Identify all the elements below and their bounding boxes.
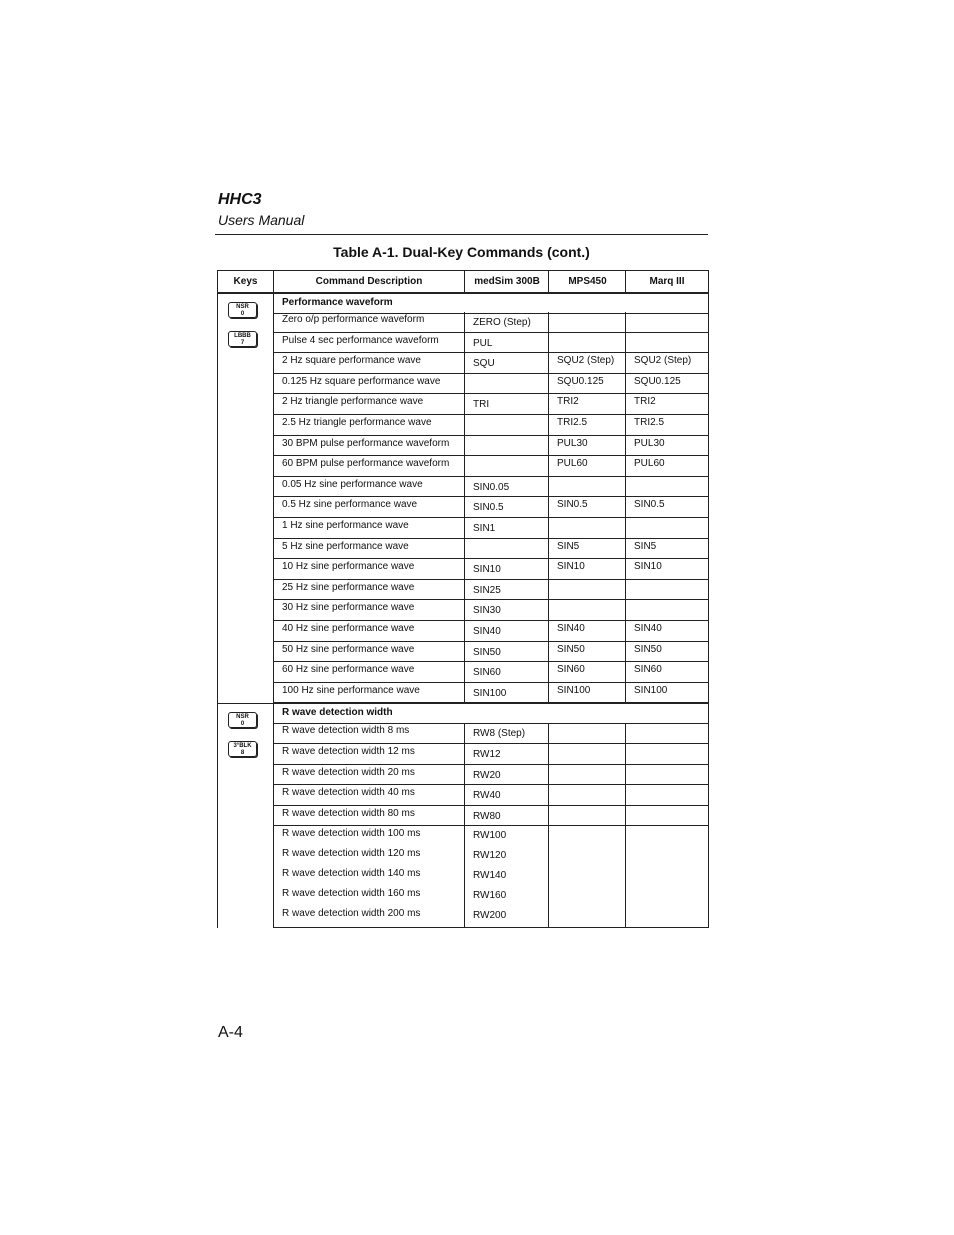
mps450-command (548, 333, 625, 353)
marq-command: SIN5 (625, 539, 708, 559)
medsim-command-text: RW20 (473, 769, 501, 781)
mps450-command (548, 723, 625, 743)
mps450-command: SIN10 (548, 559, 625, 579)
table-row (273, 477, 709, 498)
table-row (273, 662, 709, 683)
table-row (273, 642, 709, 663)
medsim-command (464, 518, 548, 538)
marq-command (625, 765, 708, 785)
marq-command (625, 477, 708, 497)
mps450-command (548, 785, 625, 805)
medsim-command (464, 497, 548, 517)
marq-command (625, 600, 708, 620)
marq-command (625, 723, 708, 743)
mps450-command: SIN60 (548, 662, 625, 682)
medsim-command (464, 580, 548, 600)
marq-command: SIN10 (625, 559, 708, 579)
marq-command: SIN40 (625, 621, 708, 641)
col-header-marq: Marq III (649, 276, 685, 287)
medsim-command-text: RW100 (473, 830, 507, 842)
page-number: A-4 (218, 1024, 243, 1041)
mps450-command: SIN100 (548, 683, 625, 703)
table-row (273, 394, 709, 415)
col-header-medsim: medSim 300B (474, 276, 540, 287)
medsim-command-text: TRI (473, 399, 490, 411)
medsim-command (464, 806, 548, 826)
keys-cell (217, 703, 273, 928)
medsim-command (464, 744, 548, 764)
mps450-command (548, 806, 625, 826)
header-rule (215, 234, 708, 235)
marq-command (625, 580, 708, 600)
key-bottom-label: 0 (240, 721, 245, 728)
mps450-command: TRI2 (548, 394, 625, 414)
table-row (273, 497, 709, 518)
command-description: 40 Hz sine performance wave (282, 623, 415, 634)
mps450-command: SIN50 (548, 642, 625, 662)
table-row (273, 600, 709, 621)
medsim-command-text: SIN0.5 (473, 502, 504, 514)
medsim-command-text: RW140 (473, 870, 507, 882)
mps450-command: SIN40 (548, 621, 625, 641)
medsim-command (464, 765, 548, 785)
medsim-command (464, 477, 548, 497)
marq-command: SIN100 (625, 683, 708, 703)
medsim-command-text: RW12 (473, 748, 501, 760)
key-bottom-label: 8 (240, 750, 245, 757)
medsim-command-text: SIN25 (473, 584, 501, 596)
medsim-command-text: PUL (473, 337, 493, 349)
medsim-command-text: RW8 (Step) (473, 728, 526, 740)
mps450-command: SQU2 (Step) (548, 353, 625, 373)
medsim-command (464, 312, 548, 332)
table-row (273, 436, 709, 457)
command-description: 1 Hz sine performance wave (282, 520, 409, 531)
medsim-command-text: SIN1 (473, 523, 496, 534)
marq-command: SQU0.125 (625, 374, 708, 394)
key-bottom-label: 0 (240, 311, 245, 317)
manual-subtitle: Users Manual (218, 212, 305, 228)
command-description-group (274, 826, 464, 927)
medsim-command-text: SIN10 (473, 564, 501, 576)
medsim-command-text: SIN40 (473, 626, 501, 637)
command-description: 2.5 Hz triangle performance wave (282, 417, 432, 428)
manual-title: HHC3 (218, 191, 262, 208)
command-description: 60 BPM pulse performance waveform (282, 458, 450, 470)
category-label: R wave detection width (282, 707, 393, 719)
mps450-command: PUL60 (548, 456, 625, 476)
medsim-command (464, 353, 548, 373)
table-row (273, 353, 709, 374)
command-description: 30 Hz sine performance wave (282, 602, 415, 614)
medsim-command (464, 559, 548, 579)
table-row (273, 683, 709, 704)
medsim-command-text: RW160 (473, 890, 507, 902)
command-description: 30 BPM pulse performance waveform (282, 437, 450, 449)
command-description: 100 Hz sine performance wave (282, 684, 420, 696)
marq-command (625, 333, 708, 353)
medsim-command-text: RW200 (473, 910, 507, 922)
command-description: 10 Hz sine performance wave (282, 561, 415, 573)
table-row (273, 806, 709, 827)
mps450-command: SIN0.5 (548, 497, 625, 517)
medsim-command-text: RW80 (473, 810, 501, 822)
grouped-row (273, 826, 709, 928)
table-row (273, 723, 709, 744)
command-description: R wave detection width 140 ms (282, 868, 421, 880)
medsim-command-text: ZERO (Step) (473, 317, 531, 328)
medsim-command (464, 621, 548, 641)
col-header-mps450: MPS450 (568, 276, 607, 287)
medsim-command-text: SIN60 (473, 667, 501, 679)
table-row (273, 333, 709, 354)
mps450-command: PUL30 (548, 436, 625, 456)
key-button-nsr (228, 712, 257, 728)
category-row (273, 703, 709, 724)
marq-command: SIN0.5 (625, 497, 708, 517)
command-description: 0.5 Hz sine performance wave (282, 499, 418, 511)
key-top-label: LBBB (234, 333, 251, 339)
mps450-command: TRI2.5 (548, 415, 625, 435)
table-row (273, 785, 709, 806)
table-row (273, 559, 709, 580)
medsim-command (464, 436, 548, 456)
category-row (273, 292, 709, 314)
command-description: R wave detection width 12 ms (282, 745, 415, 757)
medsim-command-group (464, 826, 548, 927)
table-row (273, 518, 709, 539)
medsim-command-text: SIN100 (473, 687, 507, 699)
medsim-command-text: RW120 (473, 850, 507, 862)
command-description: 60 Hz sine performance wave (282, 664, 415, 676)
command-description: 2 Hz triangle performance wave (282, 396, 424, 408)
key-button-nsr (228, 302, 257, 318)
medsim-command (464, 785, 548, 805)
key-bottom-label: 7 (240, 340, 245, 346)
key-top-label: NSR (236, 714, 249, 721)
category-label: Performance waveform (282, 297, 393, 308)
medsim-command (464, 394, 548, 414)
command-description: R wave detection width 100 ms (282, 828, 421, 840)
command-description: 25 Hz sine performance wave (282, 581, 415, 593)
command-description: R wave detection width 20 ms (282, 766, 415, 778)
command-description: 2 Hz square performance wave (282, 355, 421, 367)
medsim-command (464, 374, 548, 394)
mps450-command: SIN5 (548, 539, 625, 559)
medsim-command (464, 415, 548, 435)
marq-command: SIN60 (625, 662, 708, 682)
mps450-command (548, 744, 625, 764)
marq-command: PUL60 (625, 456, 708, 476)
table-row (273, 374, 709, 395)
table-row (273, 539, 709, 560)
command-description: 0.125 Hz square performance wave (282, 375, 441, 387)
medsim-command (464, 683, 548, 703)
marq-command (625, 806, 708, 826)
medsim-command-text: SIN50 (473, 646, 501, 658)
command-description: Zero o/p performance waveform (282, 314, 425, 325)
medsim-command (464, 456, 548, 476)
table-row (273, 744, 709, 765)
section-rows (273, 703, 708, 928)
mps450-command (548, 518, 625, 538)
table-row (273, 580, 709, 601)
mps450-command (548, 312, 625, 332)
command-description: 0.05 Hz sine performance wave (282, 478, 423, 490)
table-header-row (217, 270, 709, 293)
command-description: 5 Hz sine performance wave (282, 540, 409, 552)
medsim-command-text: RW40 (473, 790, 501, 802)
col-header-description: Command Description (315, 276, 423, 287)
marq-command: TRI2 (625, 394, 708, 414)
mps450-command: SQU0.125 (548, 374, 625, 394)
marq-command (625, 518, 708, 538)
col-header-keys: Keys (233, 276, 258, 287)
table-row (273, 456, 709, 477)
command-description: R wave detection width 40 ms (282, 787, 415, 799)
command-description: R wave detection width 8 ms (282, 725, 410, 737)
marq-command (625, 744, 708, 764)
medsim-command (464, 600, 548, 620)
medsim-command-text: SIN30 (473, 605, 501, 617)
marq-command: SQU2 (Step) (625, 353, 708, 373)
medsim-command (464, 539, 548, 559)
medsim-command-text: SIN0.05 (473, 481, 510, 493)
mps450-command (548, 600, 625, 620)
marq-command (625, 312, 708, 332)
table-section (217, 703, 708, 928)
medsim-command (464, 642, 548, 662)
table-row (273, 415, 709, 436)
key-top-label: NSR (236, 304, 249, 310)
marq-command: PUL30 (625, 436, 708, 456)
marq-command: SIN50 (625, 642, 708, 662)
section-rows (273, 292, 708, 703)
mps450-command (548, 765, 625, 785)
key-button-lbbb (228, 331, 257, 347)
mps450-command (548, 580, 625, 600)
command-description: R wave detection width 160 ms (282, 888, 421, 900)
command-description: R wave detection width 200 ms (282, 908, 421, 920)
marq-command (625, 826, 708, 927)
table-row (273, 312, 709, 333)
command-description: R wave detection width 80 ms (282, 807, 415, 819)
table-row (273, 621, 709, 642)
table-section (217, 292, 708, 703)
mps450-command (548, 477, 625, 497)
marq-command (625, 785, 708, 805)
medsim-command-text: SQU (473, 358, 495, 370)
table-row (273, 765, 709, 786)
command-description: 50 Hz sine performance wave (282, 643, 415, 655)
medsim-command (464, 662, 548, 682)
table-title: Table A-1. Dual-Key Commands (cont.) (333, 244, 590, 260)
mps450-command (548, 826, 625, 927)
key-button-3blk (228, 741, 257, 757)
medsim-command (464, 723, 548, 743)
command-description: Pulse 4 sec performance waveform (282, 334, 439, 346)
key-top-label: 3°BLK (233, 743, 252, 750)
command-description: R wave detection width 120 ms (282, 848, 421, 860)
keys-cell (217, 292, 273, 703)
medsim-command (464, 333, 548, 353)
marq-command: TRI2.5 (625, 415, 708, 435)
